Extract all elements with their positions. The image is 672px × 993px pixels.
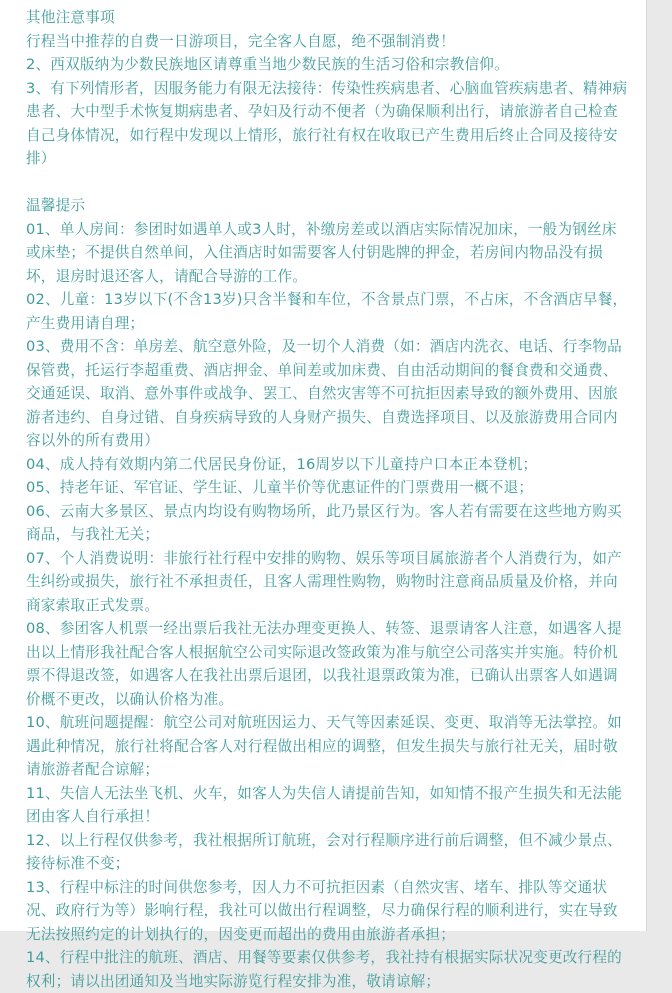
tip-item-07: 07、个人消费说明：非旅行社行程中安排的购物、娱乐等项目属旅游者个人消费行为，如产生纠纷或损失，旅行社不承担责任，且客人需理性购物，购物时注意商品质量及价格，并向商家索取正式发票。 <box>26 549 622 614</box>
tip-item-11: 11、失信人无法坐飞机、火车，如客人为失信人请提前告知，如知情不报产生损失和无法能团由客人自行承担！ <box>26 784 622 825</box>
other-notes-title: 其他注意事项 <box>26 9 115 26</box>
tip-item-08: 08、参团客人机票一经出票后我社无法办理变更换人、转签、退票请客人注意，如遇客人提出以上情形我社配合客人根据航空公司实际退改签政策为准与航空公司落实并实施。特价机票不得退改签，如遇客人在我社出票后退团，以我社退票政策为准，已确认出票客人如遇调价概不更改，以确认价格为准。 <box>26 620 622 708</box>
tip-item-05: 05、持老年证、军官证、学生证、儿童半价等优惠证件的门票费用一概不退； <box>26 479 534 496</box>
tip-item-01: 01、单人房间：参团时如遇单人或3人时，补缴房差或以酒店实际情况加床，一般为钢丝床或床垫；不提供自然单间，入住酒店时如需要客人付钥匙牌的押金，若房间内物品没有损坏，退房时退还客人，请配合导游的工作。 <box>26 220 617 285</box>
tip-item-12: 12、以上行程仅供参考，我社根据所订航班，会对行程顺序进行前后调整，但不减少景点、接待标准不变； <box>26 831 622 872</box>
other-notes-item-1: 行程当中推荐的自费一日游项目，完全客人自愿，绝不强制消费！ <box>26 32 456 50</box>
tip-item-02: 02、儿童：13岁以下(不含13岁)只含半餐和车位，不含景点门票，不占床，不含酒店早餐，产生费用请自理； <box>26 291 628 332</box>
tip-item-14: 14、行程中批注的航班、酒店、用餐等要素仅供参考，我社持有根据实际状况变更改行程的权利；请以出团通知及当地实际游览行程安排为准，敬请谅解； <box>26 949 622 990</box>
tips-title: 温馨提示 <box>26 197 86 214</box>
section-spacer <box>26 171 630 195</box>
tip-item-06: 06、云南大多景区、景点内均设有购物场所，此乃景区行为。客人若有需要在这些地方购买商品，与我社无关； <box>26 502 622 543</box>
other-notes-item-2: 2、西双版纳为少数民族地区请尊重当地少数民族的生活习俗和宗教信仰。 <box>26 56 509 73</box>
tip-item-03: 03、费用不含：单房差、航空意外险，及一切个人消费（如：酒店内洗衣、电话、行李物品保管费，托运行李超重费、酒店押金、单间差或加床费、自由活动期间的餐食费和交通费、交通延误、取消、意外事件或战争、罢工、自然灾害等不可抗拒因素导致的额外费用、因旅游者违约、自身过错、自身疾病导致的人身财产损失、自费选择项目、以及旅游费用合同内容以外的所有费用） <box>26 338 622 449</box>
tip-item-13: 13、行程中标注的时间供您参考，因人力不可抗拒因素（自然灾害、堵车、排队等交通状况、政府行为等）影响行程，我社可以做出行程调整，尽力确保行程的顺利进行，实在导致无法按照约定的计划执行的，因变更而超出的费用由旅游者承担； <box>26 878 618 943</box>
other-notes-item-3: 3、有下列情形者，因服务能力有限无法接待：传染性疾病患者、心脑血管疾病患者、精神病患者、大中型手术恢复期病患者、孕妇及行动不便者（为确保顺利出行，请旅游者自己检查自己身体情况，如行程中发现以上情形，旅行社有权在收取已产生费用后终止合同及接待安排） <box>26 79 628 167</box>
tip-item-10: 10、航班问题提醒：航空公司对航班因运力、天气等因素延误、变更、取消等无法掌控。如遇此种情况，旅行社将配合客人对行程做出相应的调整，但发生损失与旅行社无关，届时敬请旅游者配合谅解； <box>26 714 622 778</box>
tip-item-04: 04、成人持有效期内第二代居民身份证，16周岁以下儿童持户口本正本登机； <box>26 455 538 473</box>
